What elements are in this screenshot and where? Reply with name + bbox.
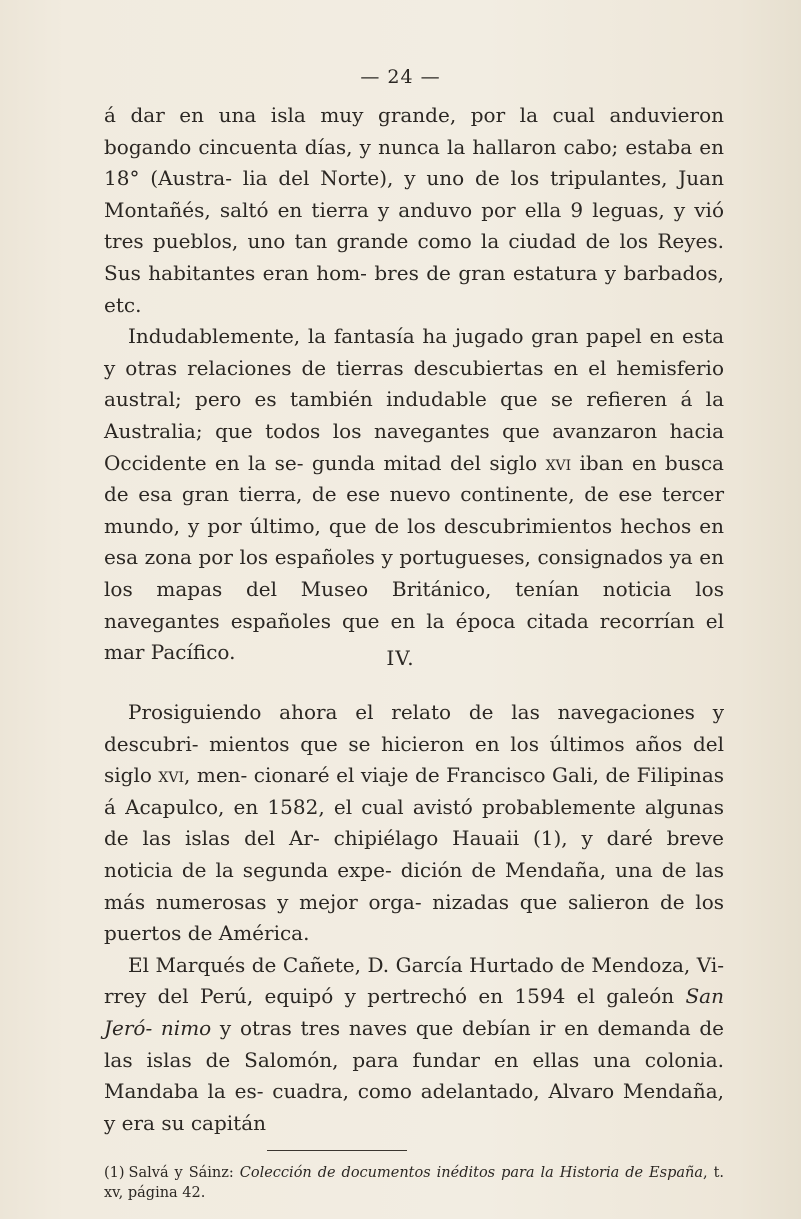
footnote: [104, 1163, 724, 1203]
footnote-work-title: Colección de documentos inéditos para la Historia de España: [239, 1165, 703, 1181]
century-numeral: xvi: [158, 763, 185, 788]
footnote-divider: [267, 1150, 407, 1151]
century-numeral: xvi: [545, 450, 572, 475]
footnote-reference: , t. xv, página 42.: [104, 1165, 725, 1201]
page-number: — 24 —: [360, 66, 441, 88]
ship-name: San Jeró- nimo: [104, 984, 724, 1040]
paragraph-text: Prosiguiendo ahora el relato de las navegaciones y descubri- mientos que se hicieron en los últimos años del siglo: [104, 700, 724, 788]
footnote-authors: Salvá y Sáinz:: [128, 1165, 240, 1181]
paragraph-marques: [104, 950, 724, 1140]
paragraph-australia: [104, 321, 724, 669]
paragraph-text: Indudablemente, la fantasía ha jugado gran papel en esta y otras relaciones de tierras descubiertas en el hemisferio austral; pero es también indudable que se refieren á la Australia; que todos los navegantes que avanzaron hacia Occidente en la se- gunda mitad del siglo: [104, 324, 724, 475]
paragraph-text: , men- cionaré el viaje de Francisco Gali, de Filipinas á Acapulco, en 1582, el cual avistó probablemente algunas de las islas del Ar- chipiélago Hauaii (1), y daré breve noticia de la segunda expe- dición de Mendaña, una de las más numerosas y mejor orga- nizadas que salieron de los puertos de América.: [104, 763, 725, 946]
paragraph-text: y otras tres naves que debían ir en demanda de las islas de Salomón, para fundar en ellas una colonia. Mandaba la es- cuadra, como adelantado, Alvaro Mendaña, y era su capitán: [104, 1015, 724, 1135]
footnote-mark: (1): [104, 1165, 125, 1181]
section-heading: IV.: [386, 646, 415, 670]
paragraph-text: iban en busca de esa gran tierra, de ese nuevo continente, de ese tercer mundo, y por último, que de los descubrimientos hechos en esa zona por los españoles y portugueses, consignados ya en los mapas del Museo Británico, tenían noticia los navegantes españoles que en la época citada recorrían el mar Pacífico.: [104, 450, 724, 665]
paragraph-text: El Marqués de Cañete, D. García Hurtado de Mendoza, Vi- rrey del Perú, equipó y pertrechó en 1594 el galeón: [104, 952, 724, 1009]
text-block-bottom: [104, 697, 724, 1139]
paragraph-continuation: á dar en una isla muy grande, por la cual anduvieron bogando cincuenta días, y nunca la hallaron cabo; estaba en 18° (Austra- lia del Norte), y uno de los tripulantes, Juan Montañés, saltó en tierra y anduvo por ella 9 leguas, y vió tres pueblos, uno tan grande como la ciudad de los Reyes. Sus habitantes eran hom- bres de gran estatura y barbados, etc.: [104, 103, 724, 317]
text-block-top: [104, 100, 724, 669]
paragraph-navigations: [104, 697, 724, 950]
